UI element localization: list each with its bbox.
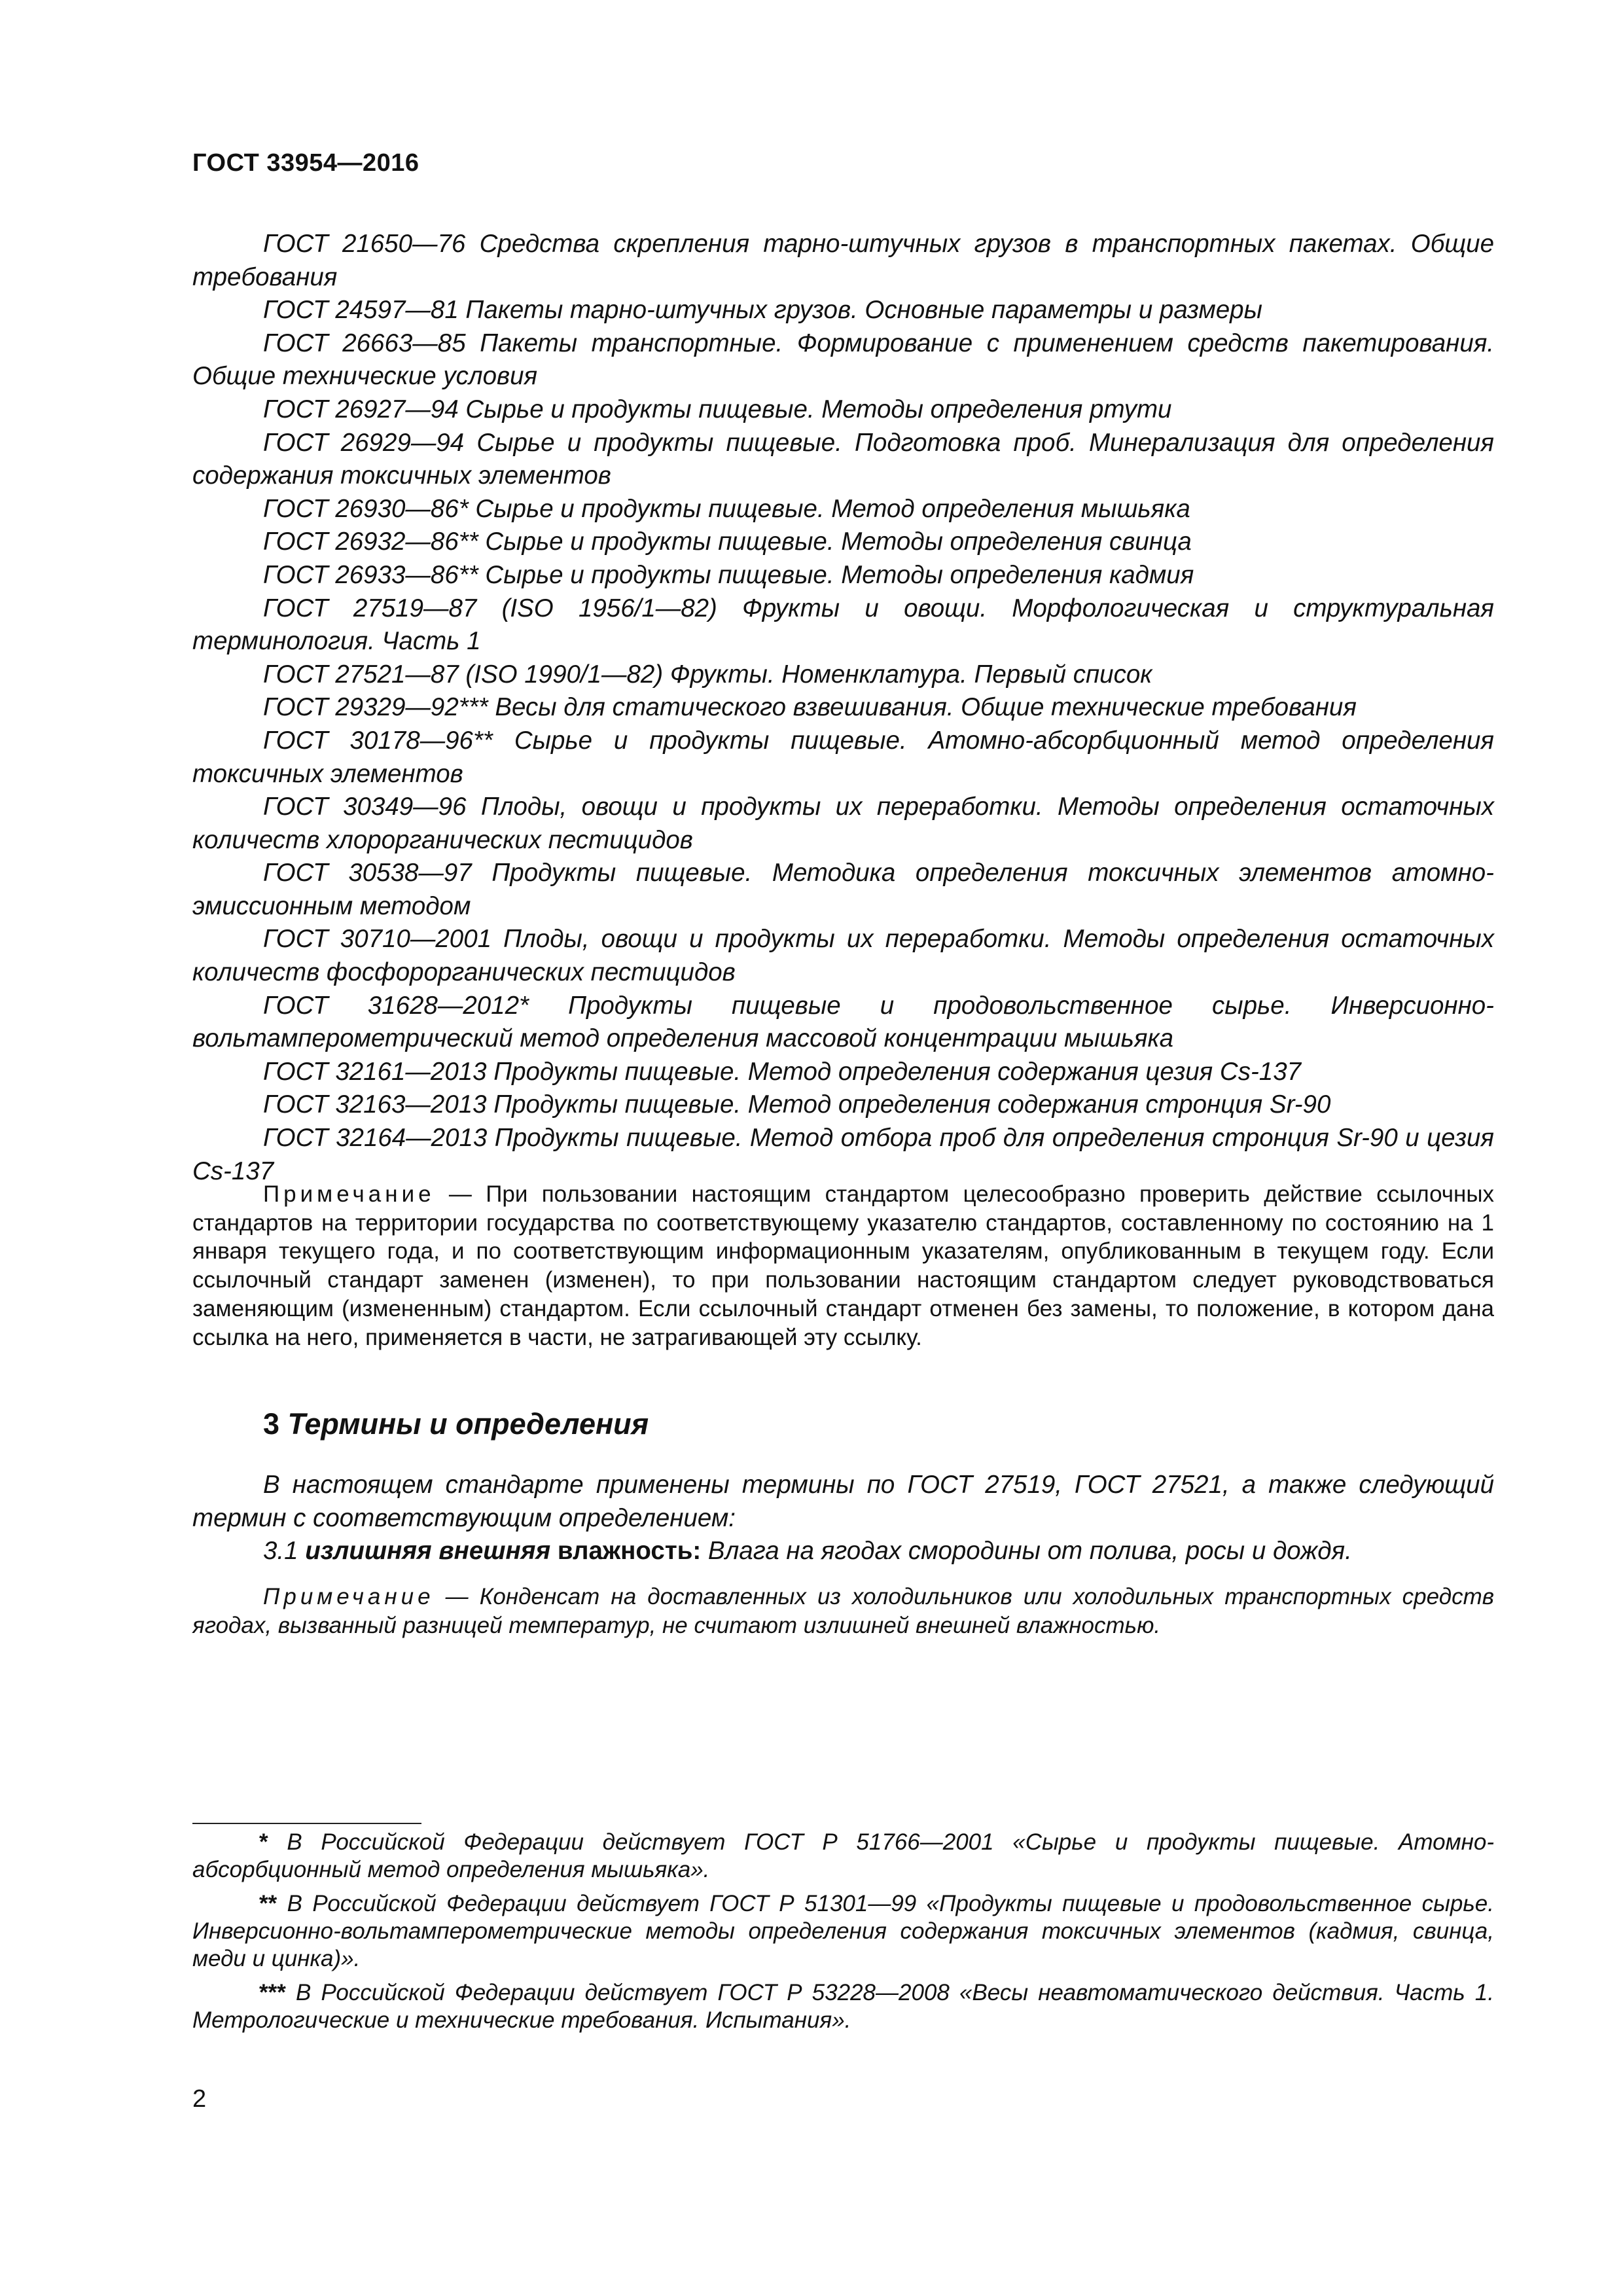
reference-item: ГОСТ 27519—87 (ISO 1956/1—82) Фрукты и овощи. Морфологическая и структуральная терминология. Часть 1	[192, 594, 1494, 656]
term-name-rest: влажность:	[557, 1537, 702, 1565]
note-label: Примечание	[263, 1584, 435, 1609]
term-definition	[192, 1535, 1494, 1568]
note-text: — Конденсат на доставленных из холодильников или холодильных транспортных средств ягодах, вызванный разницей температур, не считают излишней внешней влажностью.	[192, 1584, 1494, 1638]
section-number: 3	[263, 1407, 280, 1441]
reference-item: ГОСТ 30538—97 Продукты пищевые. Методика определения токсичных элементов атомно-эмиссионным методом	[192, 859, 1494, 920]
reference-item: ГОСТ 26930—86* Сырье и продукты пищевые. Метод определения мышьяка	[263, 494, 1190, 523]
footnote-item	[192, 1890, 1494, 1973]
reference-item: ГОСТ 32163—2013 Продукты пищевые. Метод определения содержания стронция Sr-90	[263, 1090, 1331, 1119]
reference-item: ГОСТ 32161—2013 Продукты пищевые. Метод определения содержания цезия Cs-137	[263, 1057, 1302, 1086]
footnote-mark: *	[259, 1829, 268, 1855]
document-header-code: ГОСТ 33954—2016	[192, 149, 419, 177]
footnote-text: В Российской Федерации действует ГОСТ Р 53228—2008 «Весы неавтоматического действия. Часть 1. Метрологические и технические требования. Испытания».	[192, 1980, 1494, 2033]
footnote-text: В Российской Федерации действует ГОСТ Р 51301—99 «Продукты пищевые и продовольственное сырье. Инверсионно-вольтамперометрические методы определения содержания токсичных элементов (кадмия, свинца, меди и цинка)».	[192, 1891, 1494, 1971]
reference-item: ГОСТ 31628—2012* Продукты пищевые и продовольственное сырье. Инверсионно-вольтамперометрический метод определения массовой концентрации мышьяка	[192, 991, 1494, 1053]
term-name-italic: излишняя внешняя	[305, 1537, 551, 1565]
references-note	[192, 1180, 1494, 1352]
reference-item: ГОСТ 30349—96 Плоды, овощи и продукты их переработки. Методы определения остаточных количеств хлорорганических пестицидов	[192, 793, 1494, 854]
reference-item: ГОСТ 30178—96** Сырье и продукты пищевые. Атомно-абсорбционный метод определения токсичных элементов	[192, 726, 1494, 788]
term-number: 3.1	[263, 1537, 298, 1565]
reference-item: ГОСТ 32164—2013 Продукты пищевые. Метод отбора проб для определения стронция Sr-90 и цезия Cs-137	[192, 1124, 1494, 1185]
footnote-mark: **	[259, 1891, 277, 1916]
term-definition-text: Влага на ягодах смородины от полива, росы и дождя.	[707, 1537, 1352, 1565]
footnote-item	[192, 1979, 1494, 2034]
footnote-separator	[192, 1823, 421, 1824]
reference-item: ГОСТ 26929—94 Сырье и продукты пищевые. Подготовка проб. Минерализация для определения содержания токсичных элементов	[192, 428, 1494, 490]
reference-item: ГОСТ 30710—2001 Плоды, овощи и продукты их переработки. Методы определения остаточных количеств фосфорорганических пестицидов	[192, 925, 1494, 987]
reference-item: ГОСТ 26932—86** Сырье и продукты пищевые. Методы определения свинца	[263, 528, 1192, 556]
section-intro: В настоящем стандарте применены термины по ГОСТ 27519, ГОСТ 27521, а также следующий термин с соответствующим определением:	[192, 1471, 1494, 1532]
term-name	[305, 1537, 701, 1565]
section-title: Термины и определения	[287, 1407, 649, 1441]
footnote-item	[192, 1829, 1494, 1884]
page-number: 2	[192, 2085, 207, 2113]
normative-references-list	[192, 228, 1494, 1188]
footnote-mark: ***	[259, 1980, 286, 2005]
footnotes	[192, 1829, 1494, 2041]
section-heading	[263, 1407, 649, 1441]
reference-item: ГОСТ 27521—87 (ISO 1990/1—82) Фрукты. Номенклатура. Первый список	[263, 660, 1152, 689]
reference-item: ГОСТ 26663—85 Пакеты транспортные. Формирование с применением средств пакетирования. Общие технические условия	[192, 329, 1494, 391]
footnote-text: В Российской Федерации действует ГОСТ Р 51766—2001 «Сырье и продукты пищевые. Атомно-абсорбционный метод определения мышьяка».	[192, 1829, 1494, 1882]
reference-item: ГОСТ 26933—86** Сырье и продукты пищевые. Методы определения кадмия	[263, 560, 1194, 589]
term-note	[192, 1583, 1494, 1640]
reference-item: ГОСТ 29329—92*** Весы для статического взвешивания. Общие технические требования	[263, 693, 1357, 722]
note-label: Примечание	[263, 1181, 435, 1207]
note-text: — При пользовании настоящим стандартом целесообразно проверить действие ссылочных стандартов на территории государства по соответствующему указателю стандартов, составленному по состоянию на 1 января текущего года, и по соответствующим информационным указателям, опубликованным в текущем году. Если ссылочный стандарт заменен (изменен), то при пользовании настоящим стандартом следует руководствоваться заменяющим (измененным) стандартом. Если ссылочный стандарт отменен без замены, то положение, в котором дана ссылка на него, применяется в части, не затрагивающей эту ссылку.	[192, 1181, 1494, 1350]
reference-item: ГОСТ 24597—81 Пакеты тарно-штучных грузов. Основные параметры и размеры	[263, 296, 1262, 325]
reference-item: ГОСТ 21650—76 Средства скрепления тарно-штучных грузов в транспортных пакетах. Общие требования	[192, 230, 1494, 291]
reference-item: ГОСТ 26927—94 Сырье и продукты пищевые. Методы определения ртути	[263, 395, 1172, 423]
